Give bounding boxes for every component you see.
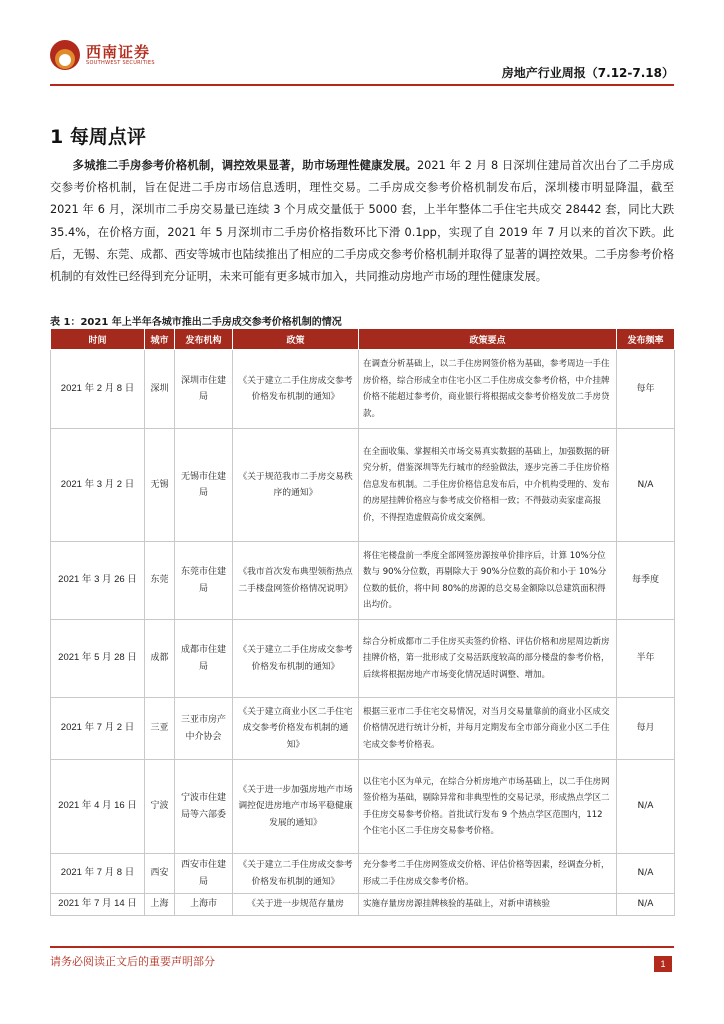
col-header-policy: 政策 [233,329,359,350]
cell-frequency: N/A [617,429,675,542]
footer-divider [50,946,674,948]
table-row [51,894,675,916]
cell-city: 深圳 [145,350,175,429]
cell-policy: 《我市首次发布典型领衔热点二手楼盘网签价格情况说明》 [233,542,359,620]
cell-date: 2021 年 7 月 8 日 [51,854,145,894]
table-row [51,350,675,429]
cell-agency: 宁波市住建局等六部委 [175,760,233,854]
table-row [51,698,675,760]
cell-policy: 《关于进一步加强房地产市场调控促进房地产市场平稳健康发展的通知》 [233,760,359,854]
cell-points: 实施存量房房源挂牌核验的基础上，对新申请核验 [359,894,617,916]
section-paragraph [50,155,674,288]
cell-agency: 上海市 [175,894,233,916]
cell-agency: 无锡市住建局 [175,429,233,542]
cell-frequency: 半年 [617,620,675,698]
company-logo [50,40,155,70]
cell-date: 2021 年 3 月 2 日 [51,429,145,542]
cell-agency: 成都市住建局 [175,620,233,698]
disclaimer-note: 请务必阅读正文后的重要声明部分 [50,955,215,968]
cell-date: 2021 年 5 月 28 日 [51,620,145,698]
cell-policy: 《关于建立二手住房成交参考价格发布机制的通知》 [233,854,359,894]
cell-date: 2021 年 4 月 16 日 [51,760,145,854]
paragraph-lead: 多城推二手房参考价格机制，调控效果显著，助市场理性健康发展。 [72,159,417,172]
cell-points: 根据三亚市二手住宅交易情况，对当月交易量靠前的商业小区成交价格情况进行统计分析，并每月定期发布全市部分商业小区二手住宅成交参考价格表。 [359,698,617,760]
logo-name-en: SOUTHWEST SECURITIES [86,60,155,66]
cell-policy: 《关于建立二手住房成交参考价格发布机制的通知》 [233,620,359,698]
cell-agency: 东莞市住建局 [175,542,233,620]
logo-text [86,44,155,66]
cell-date: 2021 年 7 月 2 日 [51,698,145,760]
cell-agency: 三亚市房产中介协会 [175,698,233,760]
table-row [51,760,675,854]
policy-table [50,328,675,916]
cell-frequency: N/A [617,894,675,916]
cell-date: 2021 年 2 月 8 日 [51,350,145,429]
col-header-date: 时间 [51,329,145,350]
table-row [51,620,675,698]
cell-city: 宁波 [145,760,175,854]
cell-points: 充分参考二手住房网签成交价格、评估价格等因素，经调查分析，形成二手住房成交参考价格。 [359,854,617,894]
cell-policy: 《关于建立二手住房成交参考价格发布机制的通知》 [233,350,359,429]
cell-city: 无锡 [145,429,175,542]
cell-city: 成都 [145,620,175,698]
cell-points: 在调查分析基础上，以二手住房网签价格为基础，参考周边一手住房价格，综合形成全市住宅小区二手住房成交参考价格，中介挂牌价格不能超过参考价，商业银行将根据成交参考价格发放二手房贷款。 [359,350,617,429]
cell-frequency: 每季度 [617,542,675,620]
table-row [51,542,675,620]
cell-city: 三亚 [145,698,175,760]
cell-date: 2021 年 3 月 26 日 [51,542,145,620]
table-header-row [51,329,675,350]
page-number: 1 [654,956,672,972]
cell-points: 在全面收集、掌握相关市场交易真实数据的基础上，加强数据的研究分析，借鉴深圳等先行城市的经验做法，逐步完善二手住房价格信息发布机制。二手住房价格信息发布后，中介机构受理的、发布的房屋挂牌价格应与参考成交价格相一致；不得鼓动卖家虚高报价，不得捏造虚假高价成交案例。 [359,429,617,542]
col-header-city: 城市 [145,329,175,350]
cell-city: 上海 [145,894,175,916]
cell-frequency: N/A [617,760,675,854]
cell-points: 将住宅楼盘前一季度全部网签房源按单价排序后，计算 10%分位数与 90%分位数，再剔除大于 90%分位数的高价和小于 10%分位数的低价，将中间 80%的房源的总交易金额除以总建筑面积得出均价。 [359,542,617,620]
table-row [51,429,675,542]
cell-points: 综合分析成都市二手住房买卖签约价格、评估价格和房屋周边新房挂牌价格，第一批形成了交易活跃度较高的部分楼盘的参考价格，后续将根据房地产市场变化情况适时调整、增加。 [359,620,617,698]
table-row [51,854,675,894]
col-header-points: 政策要点 [359,329,617,350]
cell-frequency: 每月 [617,698,675,760]
table-caption: 表 1：2021 年上半年各城市推出二手房成交参考价格机制的情况 [50,317,342,328]
col-header-agency: 发布机构 [175,329,233,350]
section-title: 1 每周点评 [50,126,146,148]
cell-agency: 深圳市住建局 [175,350,233,429]
logo-sun-icon [50,40,80,70]
cell-policy: 《关于建立商业小区二手住宅成交参考价格发布机制的通知》 [233,698,359,760]
cell-agency: 西安市住建局 [175,854,233,894]
logo-name-cn: 西南证券 [86,43,151,61]
cell-policy: 《关于规范我市二手房交易秩序的通知》 [233,429,359,542]
cell-city: 西安 [145,854,175,894]
col-header-frequency: 发布频率 [617,329,675,350]
cell-date: 2021 年 7 月 14 日 [51,894,145,916]
cell-points: 以住宅小区为单元，在综合分析房地产市场基础上，以二手住房网签价格为基础，剔除异常和非典型性的交易记录，形成热点学区二手住房交易参考价格。首批试行发布 9 个热点学区范围内，112 个住宅小区二手住房交易参考价格。 [359,760,617,854]
report-title: 房地产行业周报（7.12-7.18） [501,66,674,80]
paragraph-body: 2021 年 2 月 8 日深圳住建局首次出台了二手房成交参考价格机制，旨在促进二手房市场信息透明，理性交易。二手房成交参考价格机制发布后，深圳楼市明显降温，截至 2021 年 6 月，深圳市二手房交易量已连续 3 个月成交量低于 5000 套，上半年整体二手住宅共成交 28442 套，同比大跌 35.4%，在价格方面，2021 年 5 月深圳市二手房价格指数环比下滑 0.1pp，实现了自 2019 年 7 月以来的首次下跌。此后，无锡、东莞、成都、西安等城市也陆续推出了相应的二手房成交参考价格机制并取得了显著的调控效果。二手房参考价格机制的有效性已经得到充分证明，未来可能有更多城市加入，共同推动房地产市场的理性健康发展。 [50,159,674,284]
cell-city: 东莞 [145,542,175,620]
cell-frequency: 每年 [617,350,675,429]
cell-frequency: N/A [617,854,675,894]
cell-policy: 《关于进一步规范存量房 [233,894,359,916]
header-divider [50,84,674,86]
